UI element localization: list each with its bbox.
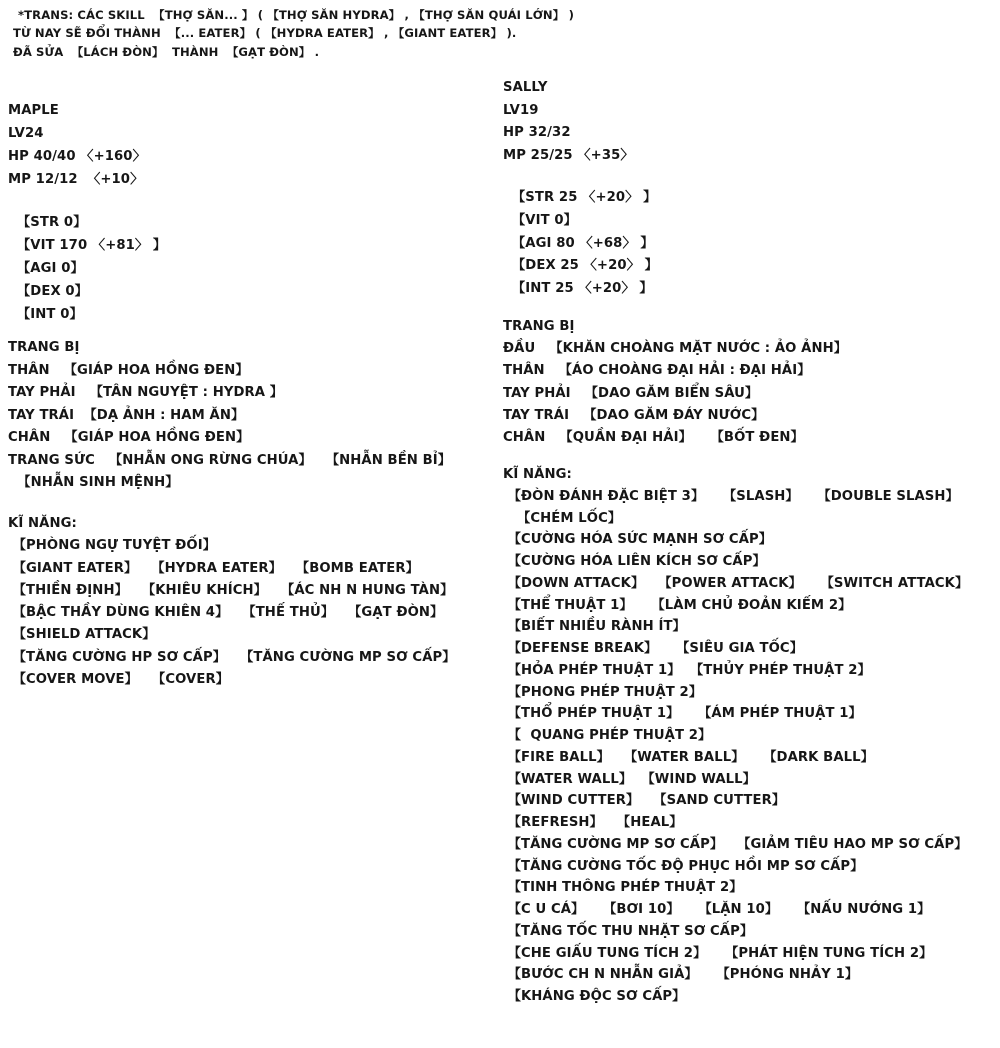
skill-line: 【TĂNG CƯỜNG TỐC ĐỘ PHỤC HỒI MP SƠ CẤP】 — [503, 858, 864, 874]
equipment-line: TAY PHẢI 【DAO GĂM BIỂN SÂU】 — [503, 385, 759, 401]
skill-line: 【BẬC THẦY DÙNG KHIÊN 4】 【THẾ THỦ】 【GẠT ĐÒN】 — [8, 605, 444, 621]
equipment-line: TAY TRÁI 【DẠ ẢNH : HAM ĂN】 — [8, 407, 245, 423]
character-name: MAPLE — [8, 103, 59, 118]
skills-list — [8, 535, 456, 691]
skill-line: 【BƯỚC CH N NHẪN GIẢ】 【PHÓNG NHẢY 1】 — [503, 967, 859, 983]
equipment-line: ĐẦU 【KHĂN CHOÀNG MẶT NƯỚC : ẢO ẢNH】 — [503, 341, 848, 357]
skill-line: 【COVER MOVE】 【COVER】 — [8, 672, 230, 688]
stat-line: 【DEX 0】 — [17, 284, 88, 299]
equipment-line: 【NHẪN SINH MỆNH】 — [8, 475, 179, 490]
skill-line: 【WATER WALL】 【WIND WALL】 — [503, 771, 756, 787]
equipment-line: THÂN 【GIÁP HOA HỒNG ĐEN】 — [8, 362, 249, 378]
skill-line: 【CHE GIẤU TUNG TÍCH 2】 【PHÁT HIỆN TUNG TÍCH 2】 — [503, 945, 933, 961]
note-line: TỪ NAY SẼ ĐỔI THÀNH 【... EATER】 ( 【HYDRA EATER】 , 【GIANT EATER】 ). — [13, 26, 517, 41]
character-mp: MP 12/12 〈+10〉 — [8, 172, 144, 187]
skill-line: 【SHIELD ATTACK】 — [8, 627, 156, 643]
equipment-line: TRANG SỨC 【NHẪN ONG RỪNG CHÚA】 【NHẪN BỀN BỈ】 — [8, 452, 452, 468]
stat-line: 【STR 0】 — [17, 215, 87, 230]
skill-line: 【CHÉM LỐC】 — [503, 510, 622, 526]
character-hp: HP 32/32 — [503, 125, 571, 141]
character-mp: MP 25/25 〈+35〉 — [503, 148, 634, 164]
skill-line: 【FIRE BALL】 【WATER BALL】 【DARK BALL】 — [503, 749, 874, 765]
skill-line: 【THỂ THUẬT 1】 【LÀM CHỦ ĐOẢN KIẾM 2】 — [503, 597, 852, 613]
equipment-list — [503, 338, 847, 449]
skill-line: 【PHONG PHÉP THUẬT 2】 — [503, 684, 703, 700]
character-name: SALLY — [503, 80, 548, 95]
character-hp: HP 40/40 〈+160〉 — [8, 149, 146, 164]
skill-line: 【WIND CUTTER】 【SAND CUTTER】 — [503, 793, 786, 809]
skill-line: 【REFRESH】 【HEAL】 — [503, 815, 683, 830]
skills-section-sally — [503, 464, 968, 1008]
skill-line: 【BIẾT NHIỀU RÀNH ÍT】 — [503, 619, 686, 635]
skill-line: 【 QUANG PHÉP THUẬT 2】 — [503, 728, 712, 743]
skill-line: 【HỎA PHÉP THUẬT 1】 【THỦY PHÉP THUẬT 2】 — [503, 662, 871, 678]
equipment-line: TAY TRÁI 【DAO GĂM ĐÁY NƯỚC】 — [503, 407, 765, 423]
skill-line: 【DEFENSE BREAK】 【SIÊU GIA TỐC】 — [503, 641, 803, 656]
equipment-line: TAY PHẢI 【TÂN NGUYỆT : HYDRA 】 — [8, 385, 284, 400]
skill-line: 【KHÁNG ĐỘC SƠ CẤP】 — [503, 989, 686, 1004]
skill-line: 【GIANT EATER】 【HYDRA EATER】 【BOMB EATER】 — [8, 560, 419, 576]
skill-line: 【TĂNG TỐC THU NHẶT SƠ CẤP】 — [503, 923, 754, 939]
stats-list-maple — [17, 211, 166, 326]
stat-line: 【VIT 0】 — [512, 212, 577, 228]
equipment-section-sally — [503, 316, 847, 449]
skills-section-maple — [8, 513, 456, 691]
note-line: *TRANS: CÁC SKILL 【THỢ SĂN... 】 ( 【THỢ SĂN HYDRA】 , 【THỢ SĂN QUÁI LỚN】 ) — [18, 8, 574, 22]
skill-line: 【CƯỜNG HÓA SỨC MẠNH SƠ CẤP】 — [503, 532, 773, 548]
character-level: LV24 — [8, 126, 44, 141]
stat-line: 【DEX 25 〈+20〉 】 — [512, 258, 658, 274]
skills-list — [503, 486, 968, 1008]
skills-title: KĨ NĂNG: — [8, 516, 77, 531]
skills-title: KĨ NĂNG: — [503, 467, 572, 482]
skill-line: 【CƯỜNG HÓA LIÊN KÍCH SƠ CẤP】 — [503, 554, 766, 569]
equipment-line: CHÂN 【GIÁP HOA HỒNG ĐEN】 — [8, 430, 250, 445]
skill-line: 【TĂNG CƯỜNG MP SƠ CẤP】 【GIẢM TIÊU HAO MP SƠ CẤP】 — [503, 836, 968, 852]
character-header-maple — [8, 99, 146, 191]
stats-list-sally — [512, 187, 658, 301]
character-level: LV19 — [503, 102, 539, 118]
equipment-line: CHÂN 【QUẦN ĐẠI HẢI】 【BỐT ĐEN】 — [503, 430, 804, 446]
skill-line: 【ĐÒN ĐÁNH ĐẶC BIỆT 3】 【SLASH】 【DOUBLE SLASH】 — [503, 488, 959, 504]
stat-line: 【INT 0】 — [17, 307, 83, 322]
stat-line: 【AGI 80 〈+68〉 】 — [512, 235, 654, 251]
equipment-line: THÂN 【ÁO CHOÀNG ĐẠI HẢI : ĐẠI HẢI】 — [503, 363, 811, 379]
skill-line: 【PHÒNG NGỰ TUYỆT ĐỐI】 — [8, 538, 217, 554]
stat-line: 【INT 25 〈+20〉 】 — [512, 281, 653, 297]
skill-line: 【TĂNG CƯỜNG HP SƠ CẤP】 【TĂNG CƯỜNG MP SƠ CẤP】 — [8, 649, 456, 665]
stat-line: 【VIT 170 〈+81〉 】 — [17, 238, 167, 253]
skill-line: 【THỔ PHÉP THUẬT 1】 【ÁM PHÉP THUẬT 1】 — [503, 706, 862, 722]
skill-line: 【DOWN ATTACK】 【POWER ATTACK】 【SWITCH ATTACK】 — [503, 575, 969, 591]
skill-line: 【THIỀN ĐỊNH】 【KHIÊU KHÍCH】 【ÁC NH N HUNG TÀN】 — [8, 582, 454, 598]
translator-note — [13, 6, 574, 61]
character-header-sally — [503, 77, 634, 168]
equipment-list — [8, 360, 451, 495]
skill-line: 【C U CÁ】 【BƠI 10】 【LẶN 10】 【NẤU NƯỚNG 1】 — [503, 902, 931, 917]
note-line: ĐÃ SỬA 【LÁCH ĐÒN】 THÀNH 【GẠT ĐÒN】 . — [13, 44, 320, 59]
equipment-title: TRANG BỊ — [8, 340, 80, 355]
stat-line: 【AGI 0】 — [17, 261, 84, 276]
stat-line: 【STR 25 〈+20〉 】 — [512, 190, 657, 205]
skill-line: 【TINH THÔNG PHÉP THUẬT 2】 — [503, 880, 743, 896]
equipment-section-maple — [8, 337, 451, 495]
equipment-title: TRANG BỊ — [503, 319, 575, 334]
